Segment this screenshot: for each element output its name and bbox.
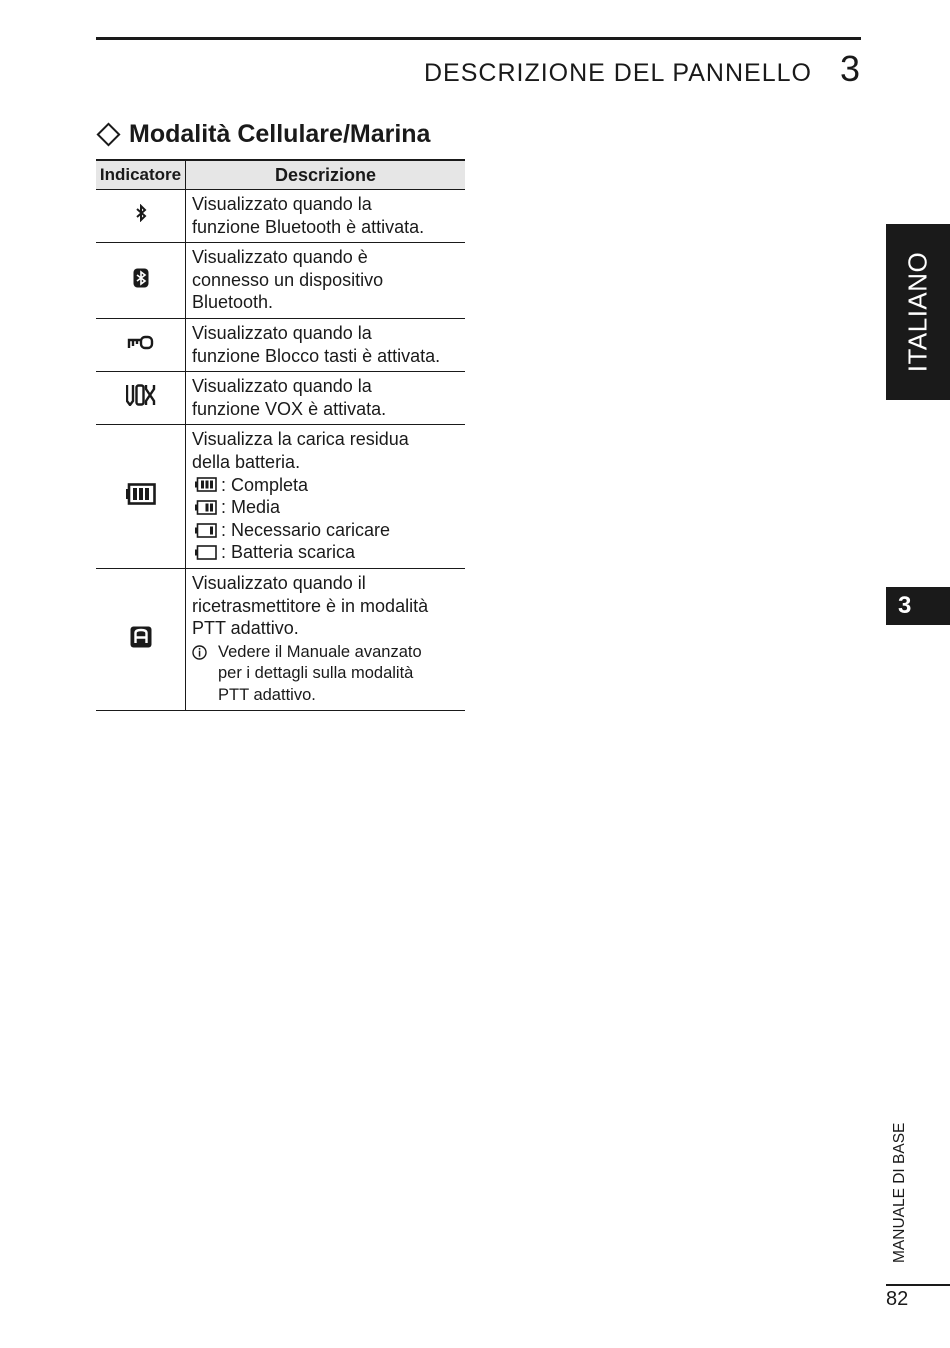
description-cell (186, 190, 466, 243)
description-line: PTT adattivo. (192, 618, 299, 639)
bluetooth-connected-icon (133, 268, 149, 288)
description-line: Visualizzato quando il (192, 572, 366, 593)
table-row (96, 568, 465, 710)
column-header-indicator: Indicatore (96, 160, 186, 190)
indicator-cell (96, 190, 186, 243)
description-line: Visualizza la carica residua (192, 429, 409, 450)
info-icon (192, 645, 207, 660)
description-line: della batteria. (192, 451, 301, 472)
vox-icon (126, 384, 156, 406)
description-cell (186, 318, 466, 371)
battery-low-icon (195, 523, 217, 538)
description-line: funzione VOX è attivata. (192, 398, 387, 419)
diamond-bullet-icon (96, 122, 120, 146)
description-line: funzione Bluetooth è attivata. (192, 216, 425, 237)
indicator-cell (96, 425, 186, 569)
table-row (96, 372, 465, 425)
battery-level-item (192, 519, 465, 542)
battery-medium-icon (195, 500, 217, 515)
note-line: per i dettagli sulla modalità (218, 664, 414, 683)
indicator-cell (96, 372, 186, 425)
note-line: PTT adattivo. (218, 685, 316, 704)
section-title: Modalità Cellulare/Marina (129, 120, 431, 148)
description-cell (186, 372, 466, 425)
adaptive-ptt-icon (130, 626, 152, 648)
battery-empty-icon (195, 545, 217, 560)
battery-level-item (192, 474, 465, 497)
battery-level-label: : Necessario caricare (221, 519, 391, 540)
language-tab (886, 224, 950, 400)
header-title: DESCRIZIONE DEL PANNELLO (423, 59, 812, 87)
battery-full-icon (195, 477, 217, 492)
footer-rule (886, 1284, 950, 1286)
header-rule (96, 37, 861, 40)
description-cell (186, 568, 466, 710)
key-lock-icon (127, 335, 155, 351)
indicator-cell (96, 318, 186, 371)
chapter-number: 3 (839, 48, 860, 89)
manual-label: MANUALE DI BASE (891, 1122, 908, 1263)
note-line: Vedere il Manuale avanzato (218, 642, 422, 661)
description-line: funzione Blocco tasti è attivata. (192, 345, 441, 366)
column-header-description: Descrizione (186, 160, 466, 190)
battery-level-item (192, 541, 465, 564)
description-line: Bluetooth. (192, 292, 274, 313)
section-heading (96, 120, 430, 149)
table-row (96, 318, 465, 371)
battery-level-label: : Batteria scarica (221, 542, 356, 563)
table-row (96, 190, 465, 243)
indicator-cell (96, 243, 186, 319)
description-cell (186, 243, 466, 319)
battery-level-label: : Completa (221, 474, 309, 495)
battery-level-label: : Media (221, 497, 281, 518)
table-row (96, 425, 465, 569)
description-line: Visualizzato quando è (192, 247, 368, 268)
battery-level-item (192, 496, 465, 519)
battery-icon (126, 483, 156, 505)
description-cell (186, 425, 466, 569)
language-tab-label: ITALIANO (902, 251, 933, 373)
page-number: 82 (886, 1288, 909, 1310)
info-note (192, 642, 465, 707)
bluetooth-icon (135, 204, 147, 222)
description-line: Visualizzato quando la (192, 194, 372, 214)
table-header-row (96, 160, 465, 190)
indicator-table (96, 159, 465, 711)
indicator-cell (96, 568, 186, 710)
page-header (424, 48, 860, 90)
description-line: Visualizzato quando la (192, 322, 372, 343)
description-line: Visualizzato quando la (192, 376, 372, 397)
description-line: connesso un dispositivo (192, 269, 384, 290)
chapter-tab: 3 (886, 587, 950, 625)
table-row (96, 243, 465, 319)
description-line: ricetrasmettitore è in modalità (192, 595, 429, 616)
